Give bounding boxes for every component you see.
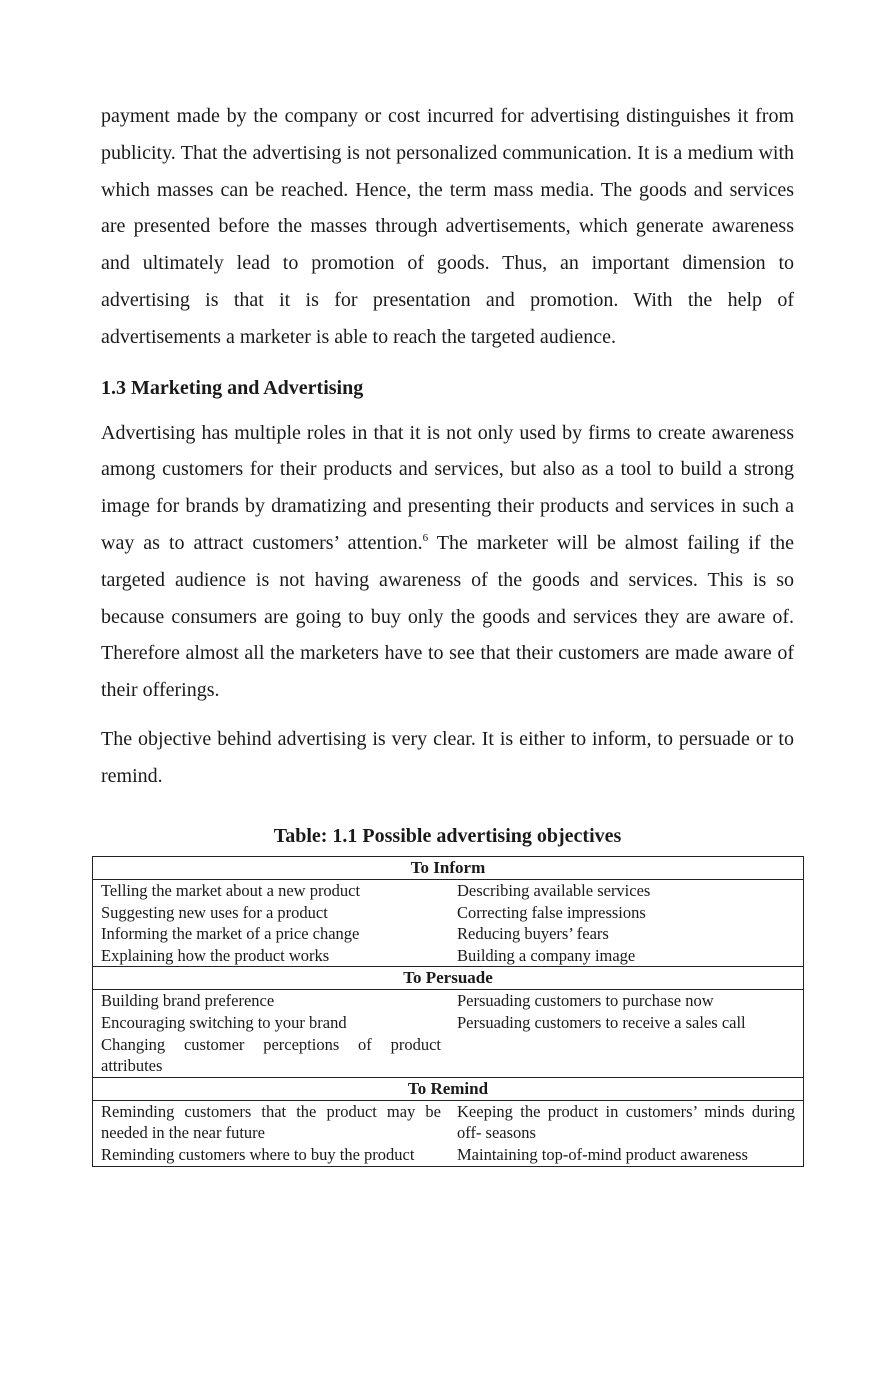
table-row [93,1100,804,1166]
group-heading-inform: To Inform [93,857,804,880]
list-item: Encouraging switching to your brand [101,1012,347,1032]
list-item: Informing the market of a price change [101,924,360,944]
persuade-right-cell [449,990,804,1077]
list-item: Suggesting new uses for a product [101,902,328,922]
list-item: Reducing buyers’ fears [457,924,609,944]
list-item: Persuading customers to purchase now [457,991,714,1011]
paragraph-text-part-2: The marketer will be almost failing if the targeted audience is not having awareness of the goods and services. This is so because consumers are going to buy only the goods and services they are aware of. Therefore almost all the marketers have to see that their customers are made aware of their offerings. [101,531,795,702]
table-caption: Table: 1.1 Possible advertising objectives [273,824,622,847]
remind-left-cell [93,1100,450,1166]
inform-left-cell [93,880,450,967]
paragraph-roles-of-advertising [101,415,794,709]
inform-right-cell [449,880,804,967]
list-item: Persuading customers to receive a sales call [457,1012,746,1032]
table-row [93,990,804,1077]
list-item: Changing customer perceptions of product attributes [101,1034,441,1076]
list-item: Maintaining top-of-mind product awareness [457,1144,748,1164]
section-heading: 1.3 Marketing and Advertising [101,376,364,399]
table-group-header [93,1077,804,1100]
list-item: Keeping the product in customers’ minds during off- seasons [457,1101,795,1143]
paragraph-objective: The objective behind advertising is very clear. It is either to inform, to persuade or to remind. [101,727,794,787]
paragraph-advertising-vs-publicity: payment made by the company or cost incurred for advertising distinguishes it from publicity. That the advertising is not personalized communication. It is a medium with which masses can be reached. Hence, the term mass media. The goods and services are presented before the masses through advertisements, which generate awareness and ultimately lead to promotion of goods. Thus, an important dimension to advertising is that it is for presentation and promotion. With the help of advertisements a marketer is able to reach the targeted audience. [101,105,794,348]
list-item: Correcting false impressions [457,902,646,922]
list-item: Building brand preference [101,991,275,1011]
remind-right-cell [449,1100,804,1166]
persuade-left-cell [93,990,450,1077]
paragraph-text-part-1: Advertising has multiple roles in that it is not only used by firms to create awareness among customers for their products and services, but also as a tool to build a strong image for brands by dramatizing and presenting their products and services in such a way as to attract customers’ attention. [101,421,794,554]
list-item: Explaining how the product works [101,945,330,965]
list-item: Describing available services [457,881,651,900]
table-group-header [93,857,804,880]
list-item: Reminding customers that the product may be needed in the near future [101,1101,441,1143]
list-item: Telling the market about a new product [101,881,361,900]
document-page [101,98,794,871]
list-item: Building a company image [457,945,636,965]
footnote-marker: 6 [422,531,429,544]
list-item: Reminding customers where to buy the product [101,1144,415,1164]
advertising-objectives-table [92,856,804,1167]
table-row [93,880,804,967]
group-heading-persuade: To Persuade [93,967,804,990]
table-group-header [93,967,804,990]
group-heading-remind: To Remind [93,1077,804,1100]
